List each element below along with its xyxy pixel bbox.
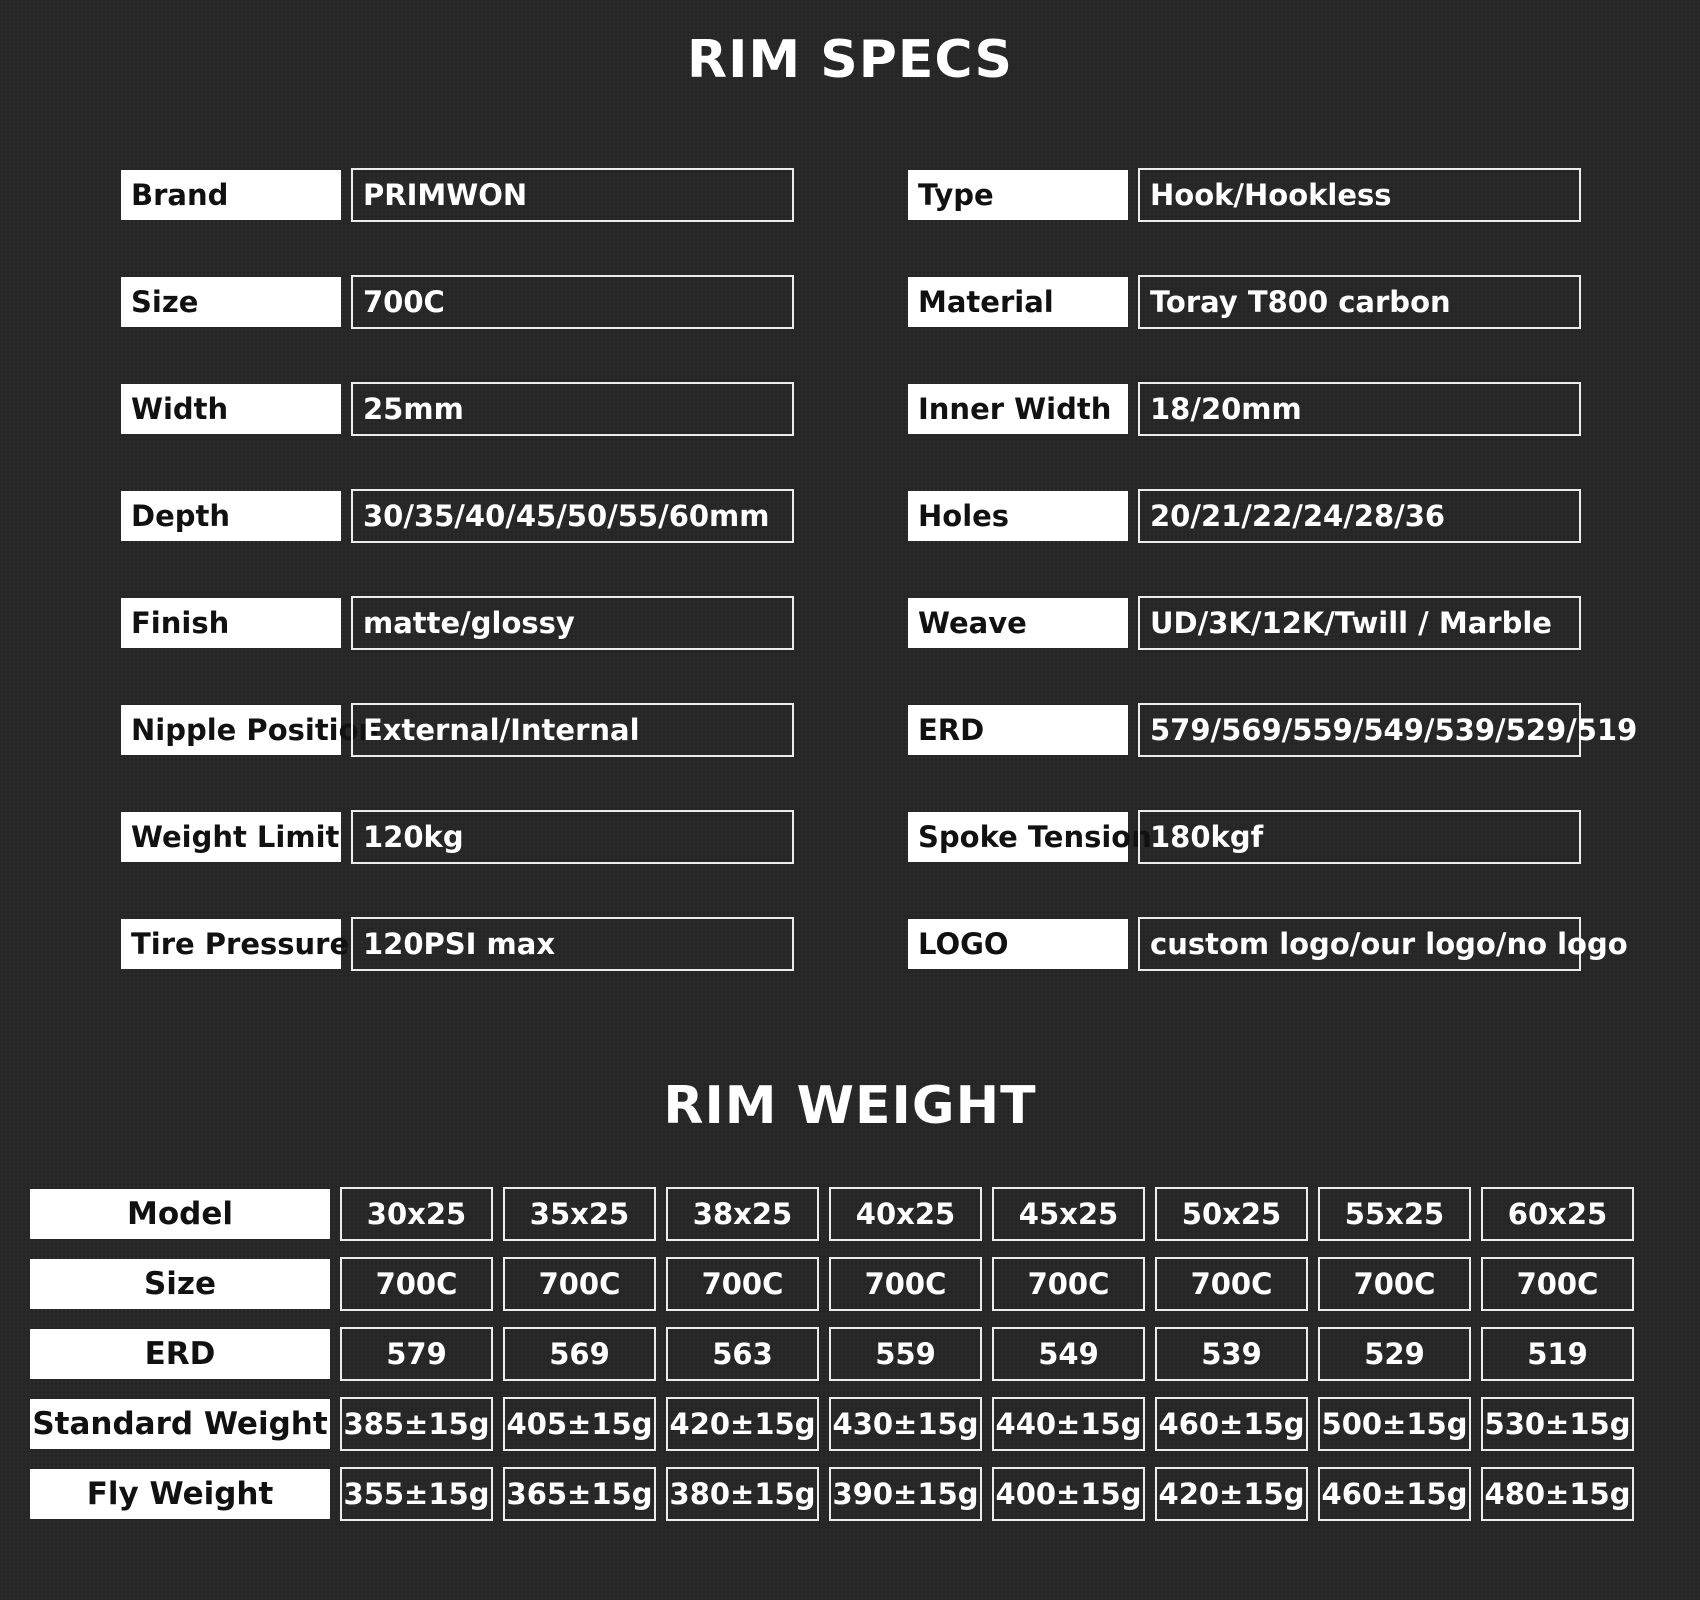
weight-table-cell: 579 [340, 1327, 493, 1381]
weight-table-cell: 440±15g [992, 1397, 1145, 1451]
weight-table-cell: 38x25 [666, 1187, 819, 1241]
rim-weight-table [30, 1187, 1636, 1521]
weight-table-cell: 530±15g [1481, 1397, 1634, 1451]
spec-value: External/Internal [351, 703, 794, 757]
rim-weight-title: RIM WEIGHT [663, 1076, 1037, 1136]
spec-label: Inner Width [908, 384, 1128, 434]
weight-table-cell: 519 [1481, 1327, 1634, 1381]
weight-table-cell: 700C [1155, 1257, 1308, 1311]
weight-table-cell: 700C [1318, 1257, 1471, 1311]
spec-value: 25mm [351, 382, 794, 436]
weight-table-cell: 430±15g [829, 1397, 982, 1451]
weight-row-label: Fly Weight [30, 1469, 330, 1519]
weight-table-cell: 365±15g [503, 1467, 656, 1521]
spec-value: custom logo/our logo/no logo [1138, 917, 1581, 971]
weight-table-cell: 35x25 [503, 1187, 656, 1241]
rim-specs-title: RIM SPECS [687, 30, 1013, 90]
spec-label: Brand [121, 170, 341, 220]
weight-table-cell: 30x25 [340, 1187, 493, 1241]
weight-table-cell: 569 [503, 1327, 656, 1381]
spec-label: Weave [908, 598, 1128, 648]
weight-table-cell: 563 [666, 1327, 819, 1381]
weight-table-cell: 539 [1155, 1327, 1308, 1381]
spec-value: UD/3K/12K/Twill / Marble [1138, 596, 1581, 650]
weight-table-cell: 700C [829, 1257, 982, 1311]
weight-table-cell: 480±15g [1481, 1467, 1634, 1521]
weight-table-cell: 420±15g [1155, 1467, 1308, 1521]
spec-label: Type [908, 170, 1128, 220]
weight-table-cell: 400±15g [992, 1467, 1145, 1521]
weight-table-cell: 50x25 [1155, 1187, 1308, 1241]
weight-table-cell: 700C [1481, 1257, 1634, 1311]
weight-table-cell: 60x25 [1481, 1187, 1634, 1241]
weight-row-label: Size [30, 1259, 330, 1309]
weight-table-cell: 405±15g [503, 1397, 656, 1451]
spec-label: Depth [121, 491, 341, 541]
spec-label: Width [121, 384, 341, 434]
spec-value: 120PSI max [351, 917, 794, 971]
weight-table-cell: 420±15g [666, 1397, 819, 1451]
spec-value: 180kgf [1138, 810, 1581, 864]
spec-label: ERD [908, 705, 1128, 755]
weight-table-cell: 700C [666, 1257, 819, 1311]
weight-row-label: Model [30, 1189, 330, 1239]
spec-value: 120kg [351, 810, 794, 864]
weight-row-label: Standard Weight [30, 1399, 330, 1449]
weight-table-cell: 500±15g [1318, 1397, 1471, 1451]
spec-value: 579/569/559/549/539/529/519 [1138, 703, 1581, 757]
spec-label: Material [908, 277, 1128, 327]
weight-table-cell: 355±15g [340, 1467, 493, 1521]
weight-table-cell: 460±15g [1318, 1467, 1471, 1521]
spec-value: Hook/Hookless [1138, 168, 1581, 222]
weight-table-cell: 380±15g [666, 1467, 819, 1521]
weight-table-cell: 700C [340, 1257, 493, 1311]
spec-label: LOGO [908, 919, 1128, 969]
weight-table-cell: 55x25 [1318, 1187, 1471, 1241]
weight-table-cell: 559 [829, 1327, 982, 1381]
weight-table-cell: 40x25 [829, 1187, 982, 1241]
weight-table-cell: 529 [1318, 1327, 1471, 1381]
spec-label: Nipple Position [121, 705, 341, 755]
spec-value: PRIMWON [351, 168, 794, 222]
rim-specs-grid [121, 142, 1638, 997]
weight-table-cell: 700C [992, 1257, 1145, 1311]
spec-value: matte/glossy [351, 596, 794, 650]
spec-label: Spoke Tension [908, 812, 1128, 862]
spec-label: Weight Limit [121, 812, 341, 862]
weight-table-cell: 700C [503, 1257, 656, 1311]
spec-value: 30/35/40/45/50/55/60mm [351, 489, 794, 543]
spec-value: 18/20mm [1138, 382, 1581, 436]
spec-value: 700C [351, 275, 794, 329]
weight-table-cell: 385±15g [340, 1397, 493, 1451]
spec-value: 20/21/22/24/28/36 [1138, 489, 1581, 543]
weight-row-label: ERD [30, 1329, 330, 1379]
spec-label: Holes [908, 491, 1128, 541]
weight-table-cell: 390±15g [829, 1467, 982, 1521]
spec-label: Finish [121, 598, 341, 648]
weight-table-cell: 460±15g [1155, 1397, 1308, 1451]
weight-table-cell: 549 [992, 1327, 1145, 1381]
spec-label: Tire Pressure [121, 919, 341, 969]
spec-value: Toray T800 carbon [1138, 275, 1581, 329]
spec-label: Size [121, 277, 341, 327]
weight-table-cell: 45x25 [992, 1187, 1145, 1241]
